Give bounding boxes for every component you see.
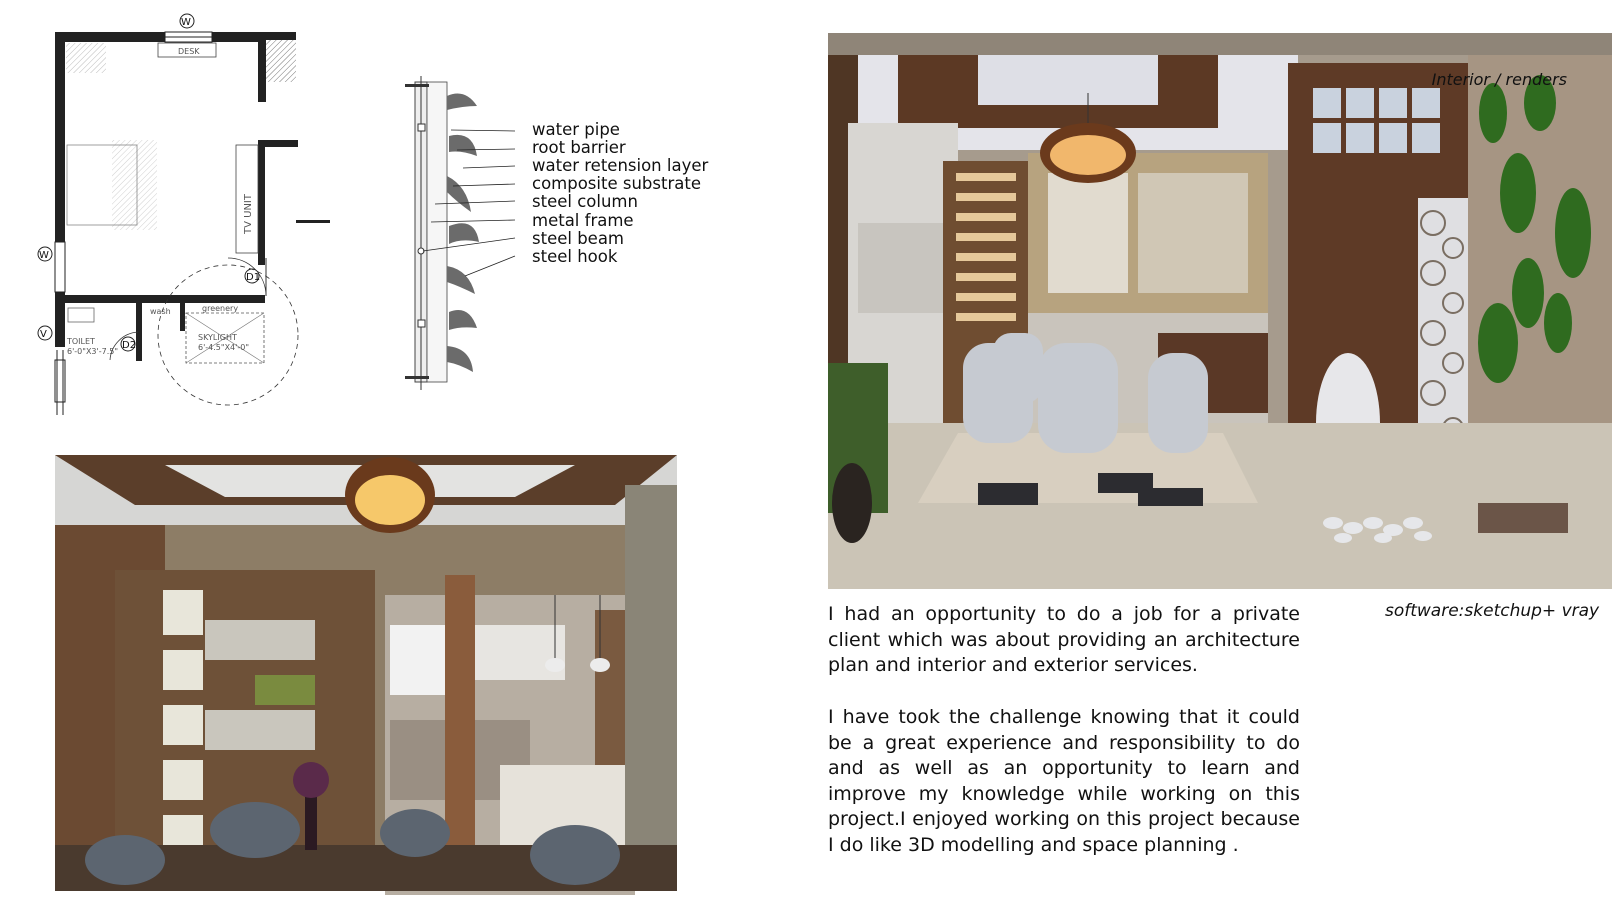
callout-water-pipe: water pipe [532,120,620,139]
callout-water-retension-layer: water retension layer [532,156,709,175]
dining-interior-render [828,33,1612,589]
dining-render-image [828,33,1612,589]
window-top-tag: W [181,17,191,28]
callout-steel-hook: steel hook [532,247,618,266]
green-wall-section-detail [405,76,515,390]
description-paragraph-2: I have took the challenge knowing that it could be a great experience and responsibility to do and as well as an opportunity to learn and improve my knowledge while working on this project.I enjoyed working on this project because I do like 3D modelling and space planning . [828,706,1300,856]
callout-steel-beam: steel beam [532,229,625,248]
ventilator-tag: V [40,329,47,340]
desk-label: DESK [178,47,200,56]
skylight-label: SKYLIGHT [198,333,237,342]
render-caption: Interior / renders [1431,70,1567,89]
callout-steel-column: steel column [532,192,638,211]
skylight-size: 6'-4.5"X4'-0" [198,343,250,352]
toilet-size: 6'-0"X3'-7.5" [67,347,119,356]
callout-composite-substrate: composite substrate [532,174,701,193]
window-left-tag: W [39,250,49,261]
kitchen-interior-render [55,455,677,891]
door-d2-tag: D2 [122,340,137,351]
tv-unit-label: TV UNIT [243,194,254,234]
greenery-label: greenery [202,304,239,313]
door-d1-tag: D1 [246,272,261,283]
software-credit: software:sketchup+ vray [1385,601,1600,621]
callout-metal-frame: metal frame [532,211,634,230]
callout-root-barrier: root barrier [532,138,626,157]
floor-plan-drawing [40,10,330,425]
description-paragraph-1: I had an opportunity to do a job for a private client which was about providing an architecture plan and interior and exterior services. [828,603,1300,676]
wash-label: wash [150,307,171,316]
toilet-label: TOILET [67,337,95,346]
